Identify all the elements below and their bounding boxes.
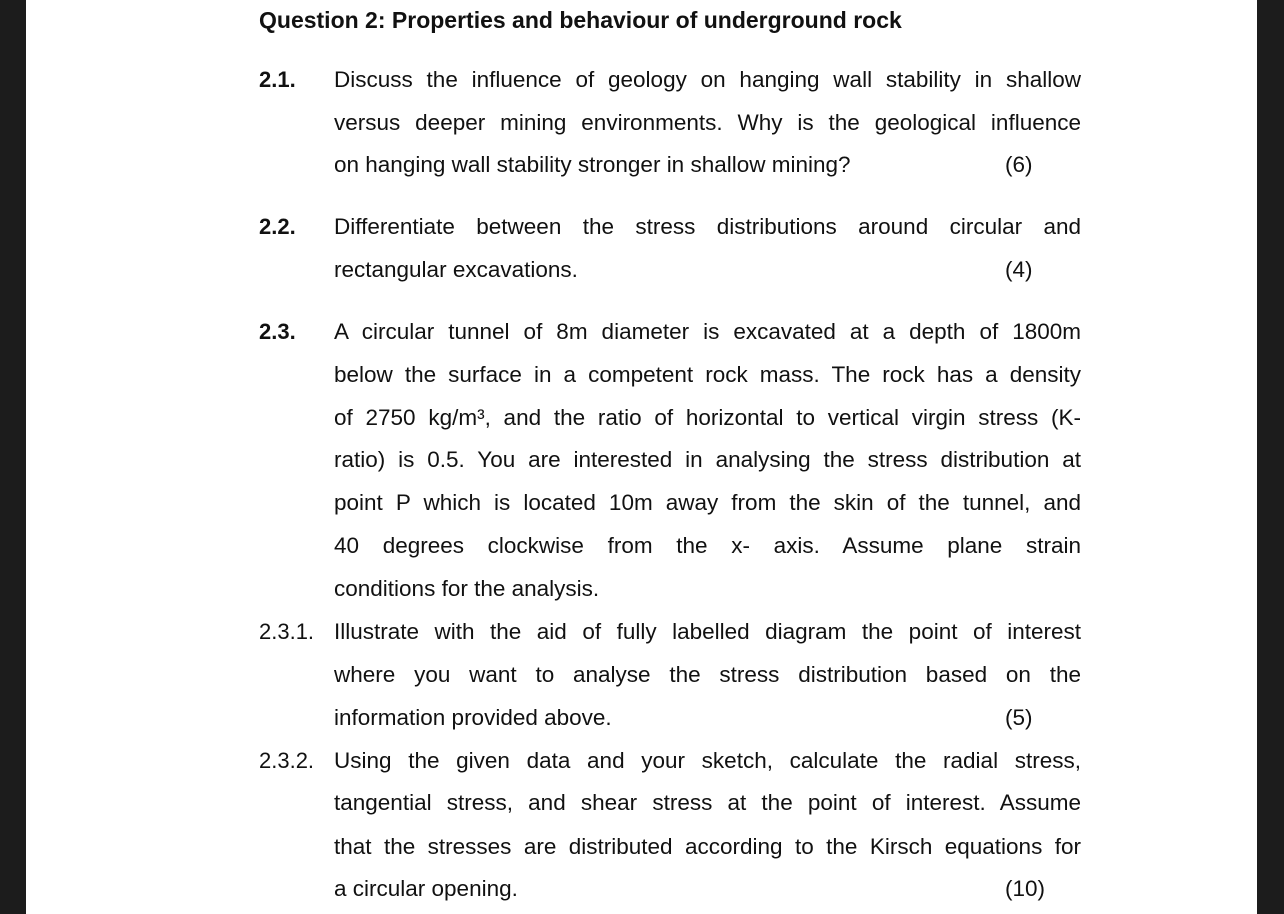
question-2-3-1-line-1: Illustrate with the aid of fully labelled diagram the point of interest bbox=[334, 619, 1081, 644]
question-2-3-1-line-2: where you want to analyse the stress distribution based on the bbox=[334, 662, 1081, 687]
question-2-2-line-2: rectangular excavations. bbox=[334, 257, 578, 282]
question-2-3-line-3: of 2750 kg/m³, and the ratio of horizontal to vertical virgin stress (K- bbox=[334, 405, 1081, 430]
document-page bbox=[26, 0, 1257, 914]
question-2-2-marks: (4) bbox=[1005, 257, 1033, 282]
question-2-3-line-2: below the surface in a competent rock mass. The rock has a density bbox=[334, 362, 1081, 387]
question-2-3-line-5: point P which is located 10m away from the skin of the tunnel, and bbox=[334, 490, 1081, 515]
question-2-1-line-2: versus deeper mining environments. Why is the geological influence bbox=[334, 110, 1081, 135]
question-2-1-marks: (6) bbox=[1005, 152, 1033, 177]
question-2-3-1-line-3: information provided above. bbox=[334, 705, 612, 730]
question-2-3-2-line-3: that the stresses are distributed according to the Kirsch equations for bbox=[334, 834, 1081, 859]
question-2-3-2-line-1: Using the given data and your sketch, calculate the radial stress, bbox=[334, 748, 1081, 773]
question-2-3-line-7: conditions for the analysis. bbox=[334, 576, 600, 601]
question-number-2-3-2: 2.3.2. bbox=[259, 748, 315, 773]
question-number-2-1: 2.1. bbox=[259, 67, 296, 92]
question-2-3-line-1: A circular tunnel of 8m diameter is excavated at a depth of 1800m bbox=[334, 319, 1081, 344]
question-heading: Question 2: Properties and behaviour of underground rock bbox=[259, 7, 902, 33]
question-2-3-2-marks: (10) bbox=[1005, 876, 1046, 901]
question-2-3-2-line-2: tangential stress, and shear stress at the point of interest. Assume bbox=[334, 790, 1081, 815]
question-number-2-2: 2.2. bbox=[259, 214, 296, 239]
question-2-1-line-1: Discuss the influence of geology on hanging wall stability in shallow bbox=[334, 67, 1081, 92]
question-2-3-2-line-4: a circular opening. bbox=[334, 876, 518, 901]
question-2-3-1-marks: (5) bbox=[1005, 705, 1033, 730]
question-2-2-line-1: Differentiate between the stress distributions around circular and bbox=[334, 214, 1081, 239]
question-2-3-line-6: 40 degrees clockwise from the x- axis. Assume plane strain bbox=[334, 533, 1081, 558]
question-number-2-3-1: 2.3.1. bbox=[259, 619, 315, 644]
question-2-3-line-4: ratio) is 0.5. You are interested in analysing the stress distribution at bbox=[334, 447, 1081, 472]
question-number-2-3: 2.3. bbox=[259, 319, 296, 344]
question-2-1-line-3: on hanging wall stability stronger in shallow mining? bbox=[334, 152, 851, 177]
